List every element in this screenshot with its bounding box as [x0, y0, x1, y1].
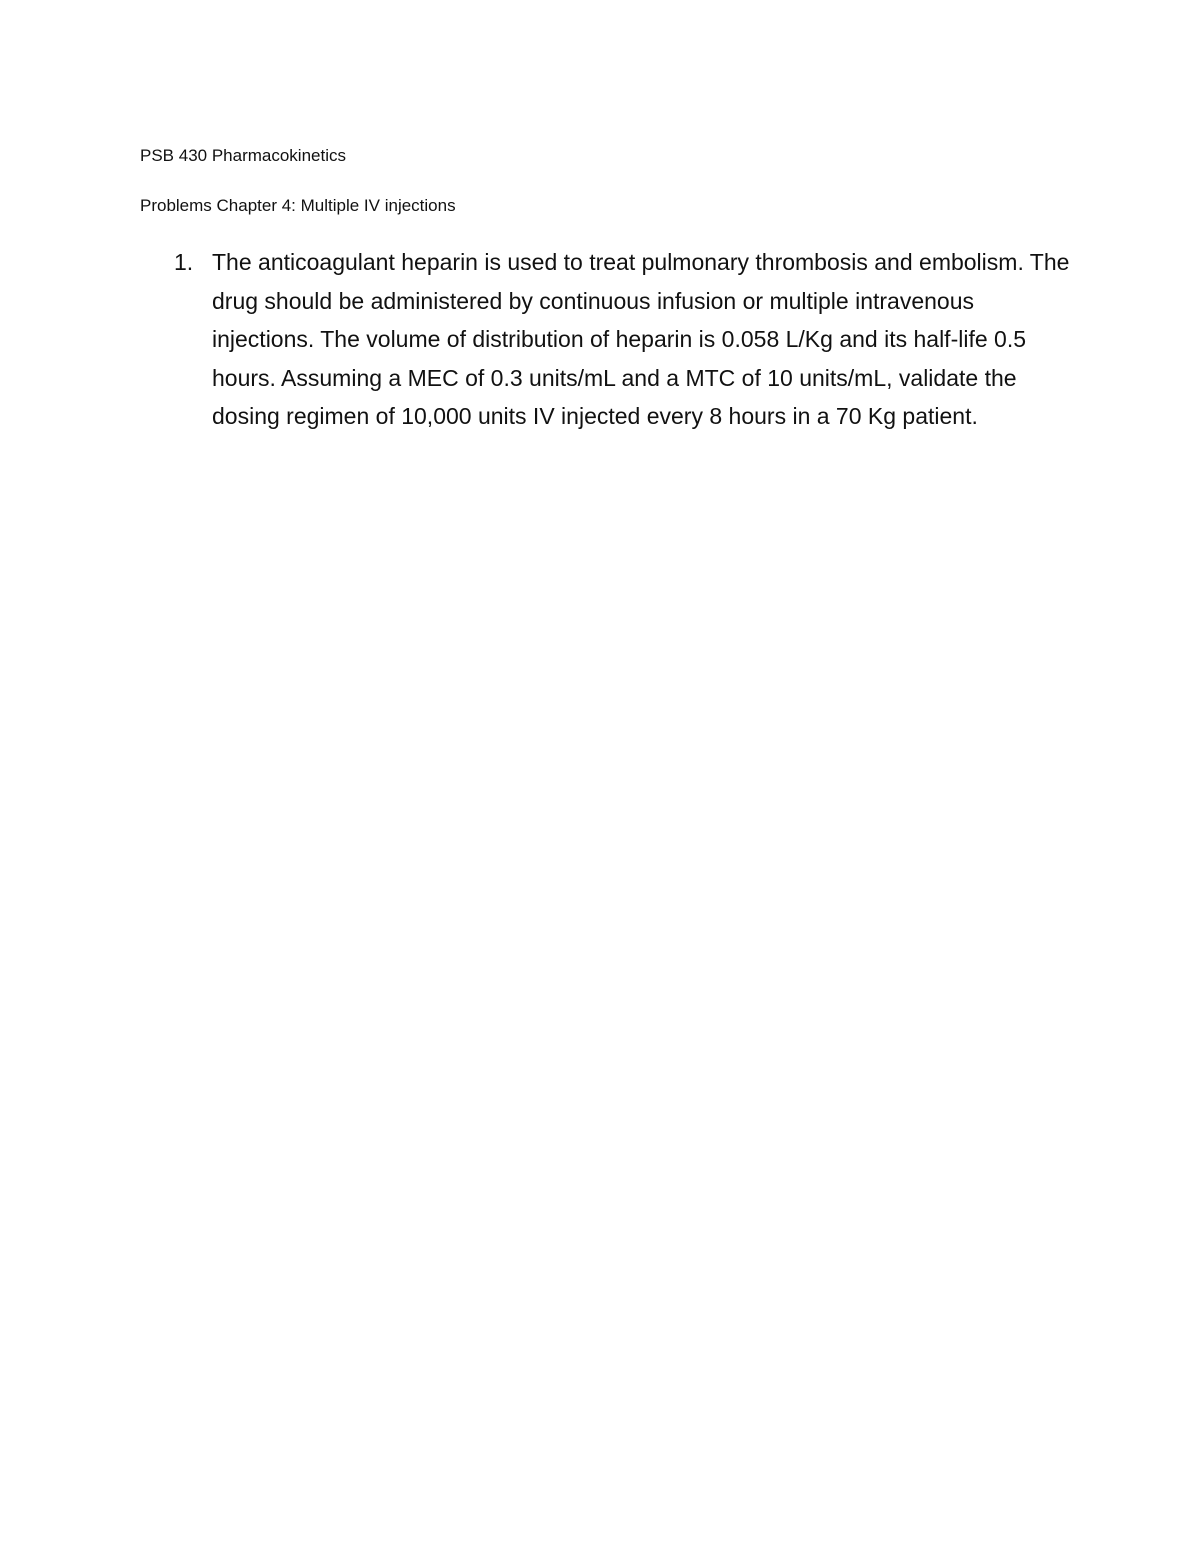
problem-number: 1. — [174, 249, 194, 275]
problem-list — [174, 243, 1074, 436]
problem-text: The anticoagulant heparin is used to treat pulmonary thrombosis and embolism. The drug should be administered by continuous infusion or multiple intravenous injections. The volume of distribution of heparin is 0.058 L/Kg and its half-life 0.5 hours. Assuming a MEC of 0.3 units/mL and a MTC of 10 units/mL, validate the dosing regimen of 10,000 units IV injected every 8 hours in a 70 Kg patient. — [212, 249, 1070, 429]
problem-item — [174, 243, 1074, 436]
section-title: Problems Chapter 4: Multiple IV injections — [140, 196, 456, 215]
course-title: PSB 430 Pharmacokinetics — [140, 146, 346, 165]
